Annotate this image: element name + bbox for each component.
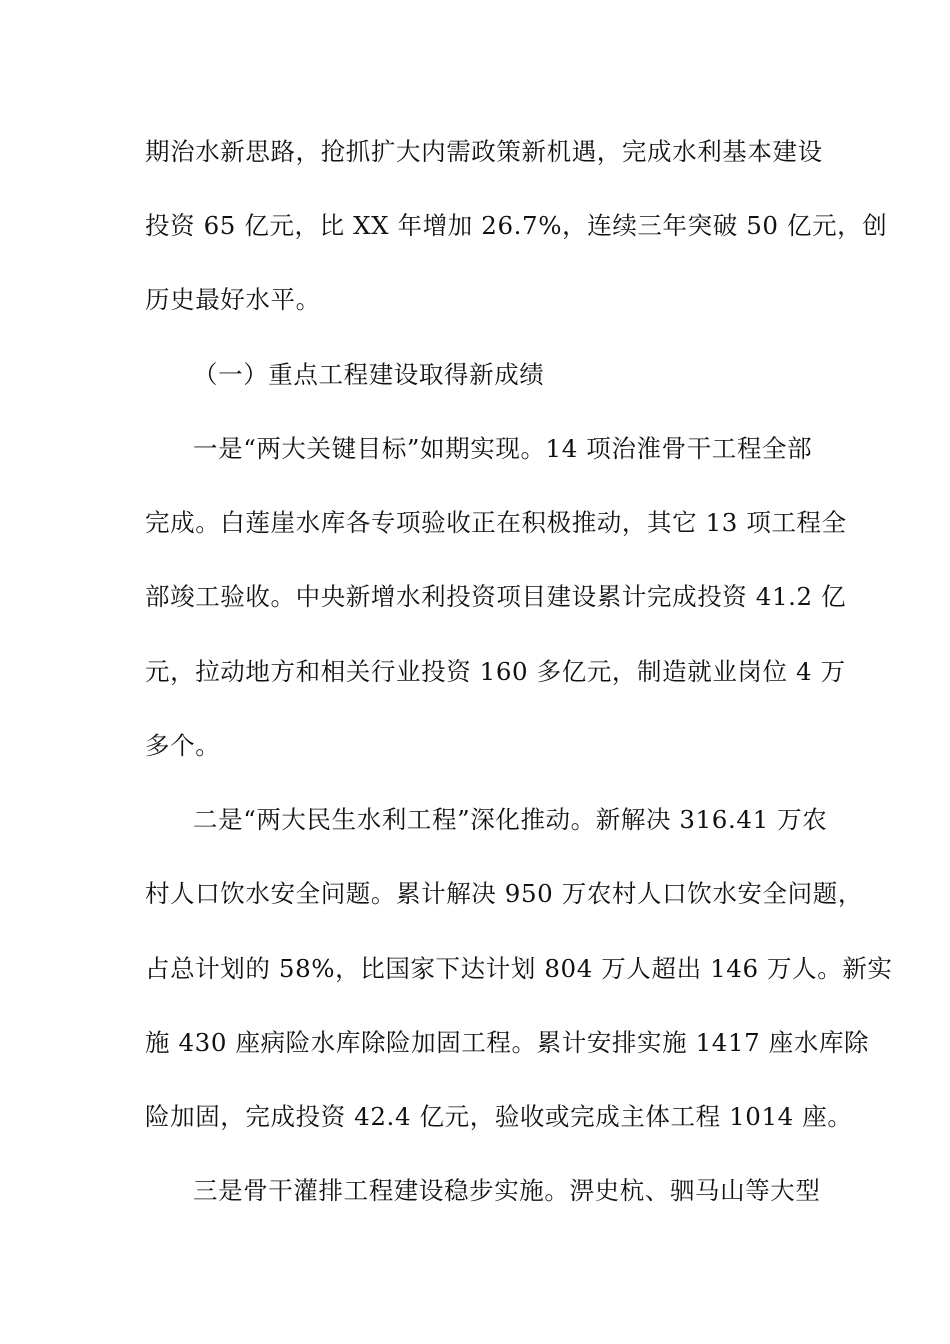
paragraph-line: 历史最好水平。 xyxy=(145,285,321,314)
paragraph-line: 三是骨干灌排工程建设稳步实施。淠史杭、驷马山等大型 xyxy=(193,1176,821,1205)
paragraph-line: 二是“两大民生水利工程”深化推动。新解决 316.41 万农 xyxy=(193,805,828,834)
paragraph-line: 多个。 xyxy=(145,731,221,760)
paragraph-line: 投资 65 亿元，比 XX 年增加 26.7%，连续三年突破 50 亿元，创 xyxy=(145,211,888,240)
paragraph-line: 部竣工验收。中央新增水利投资项目建设累计完成投资 41.2 亿 xyxy=(145,582,847,611)
paragraph-line: 险加固，完成投资 42.4 亿元，验收或完成主体工程 1014 座。 xyxy=(145,1102,853,1131)
paragraph-line: 占总计划的 58%，比国家下达计划 804 万人超出 146 万人。新实 xyxy=(145,954,893,983)
paragraph-line: 村人口饮水安全问题。累计解决 950 万农村人口饮水安全问题， xyxy=(145,879,863,908)
paragraph-line: 施 430 座病险水库除险加固工程。累计安排实施 1417 座水库除 xyxy=(145,1028,870,1057)
paragraph-line: 一是“两大关键目标”如期实现。14 项治淮骨干工程全部 xyxy=(193,434,813,463)
paragraph-line: 期治水新思路，抢抓扩大内需政策新机遇，完成水利基本建设 xyxy=(145,137,823,166)
section-heading: （一）重点工程建设取得新成绩 xyxy=(193,360,545,389)
paragraph-line: 完成。白莲崖水库各专项验收正在积极推动，其它 13 项工程全 xyxy=(145,508,847,537)
paragraph-line: 元，拉动地方和相关行业投资 160 多亿元，制造就业岗位 4 万 xyxy=(145,657,846,686)
